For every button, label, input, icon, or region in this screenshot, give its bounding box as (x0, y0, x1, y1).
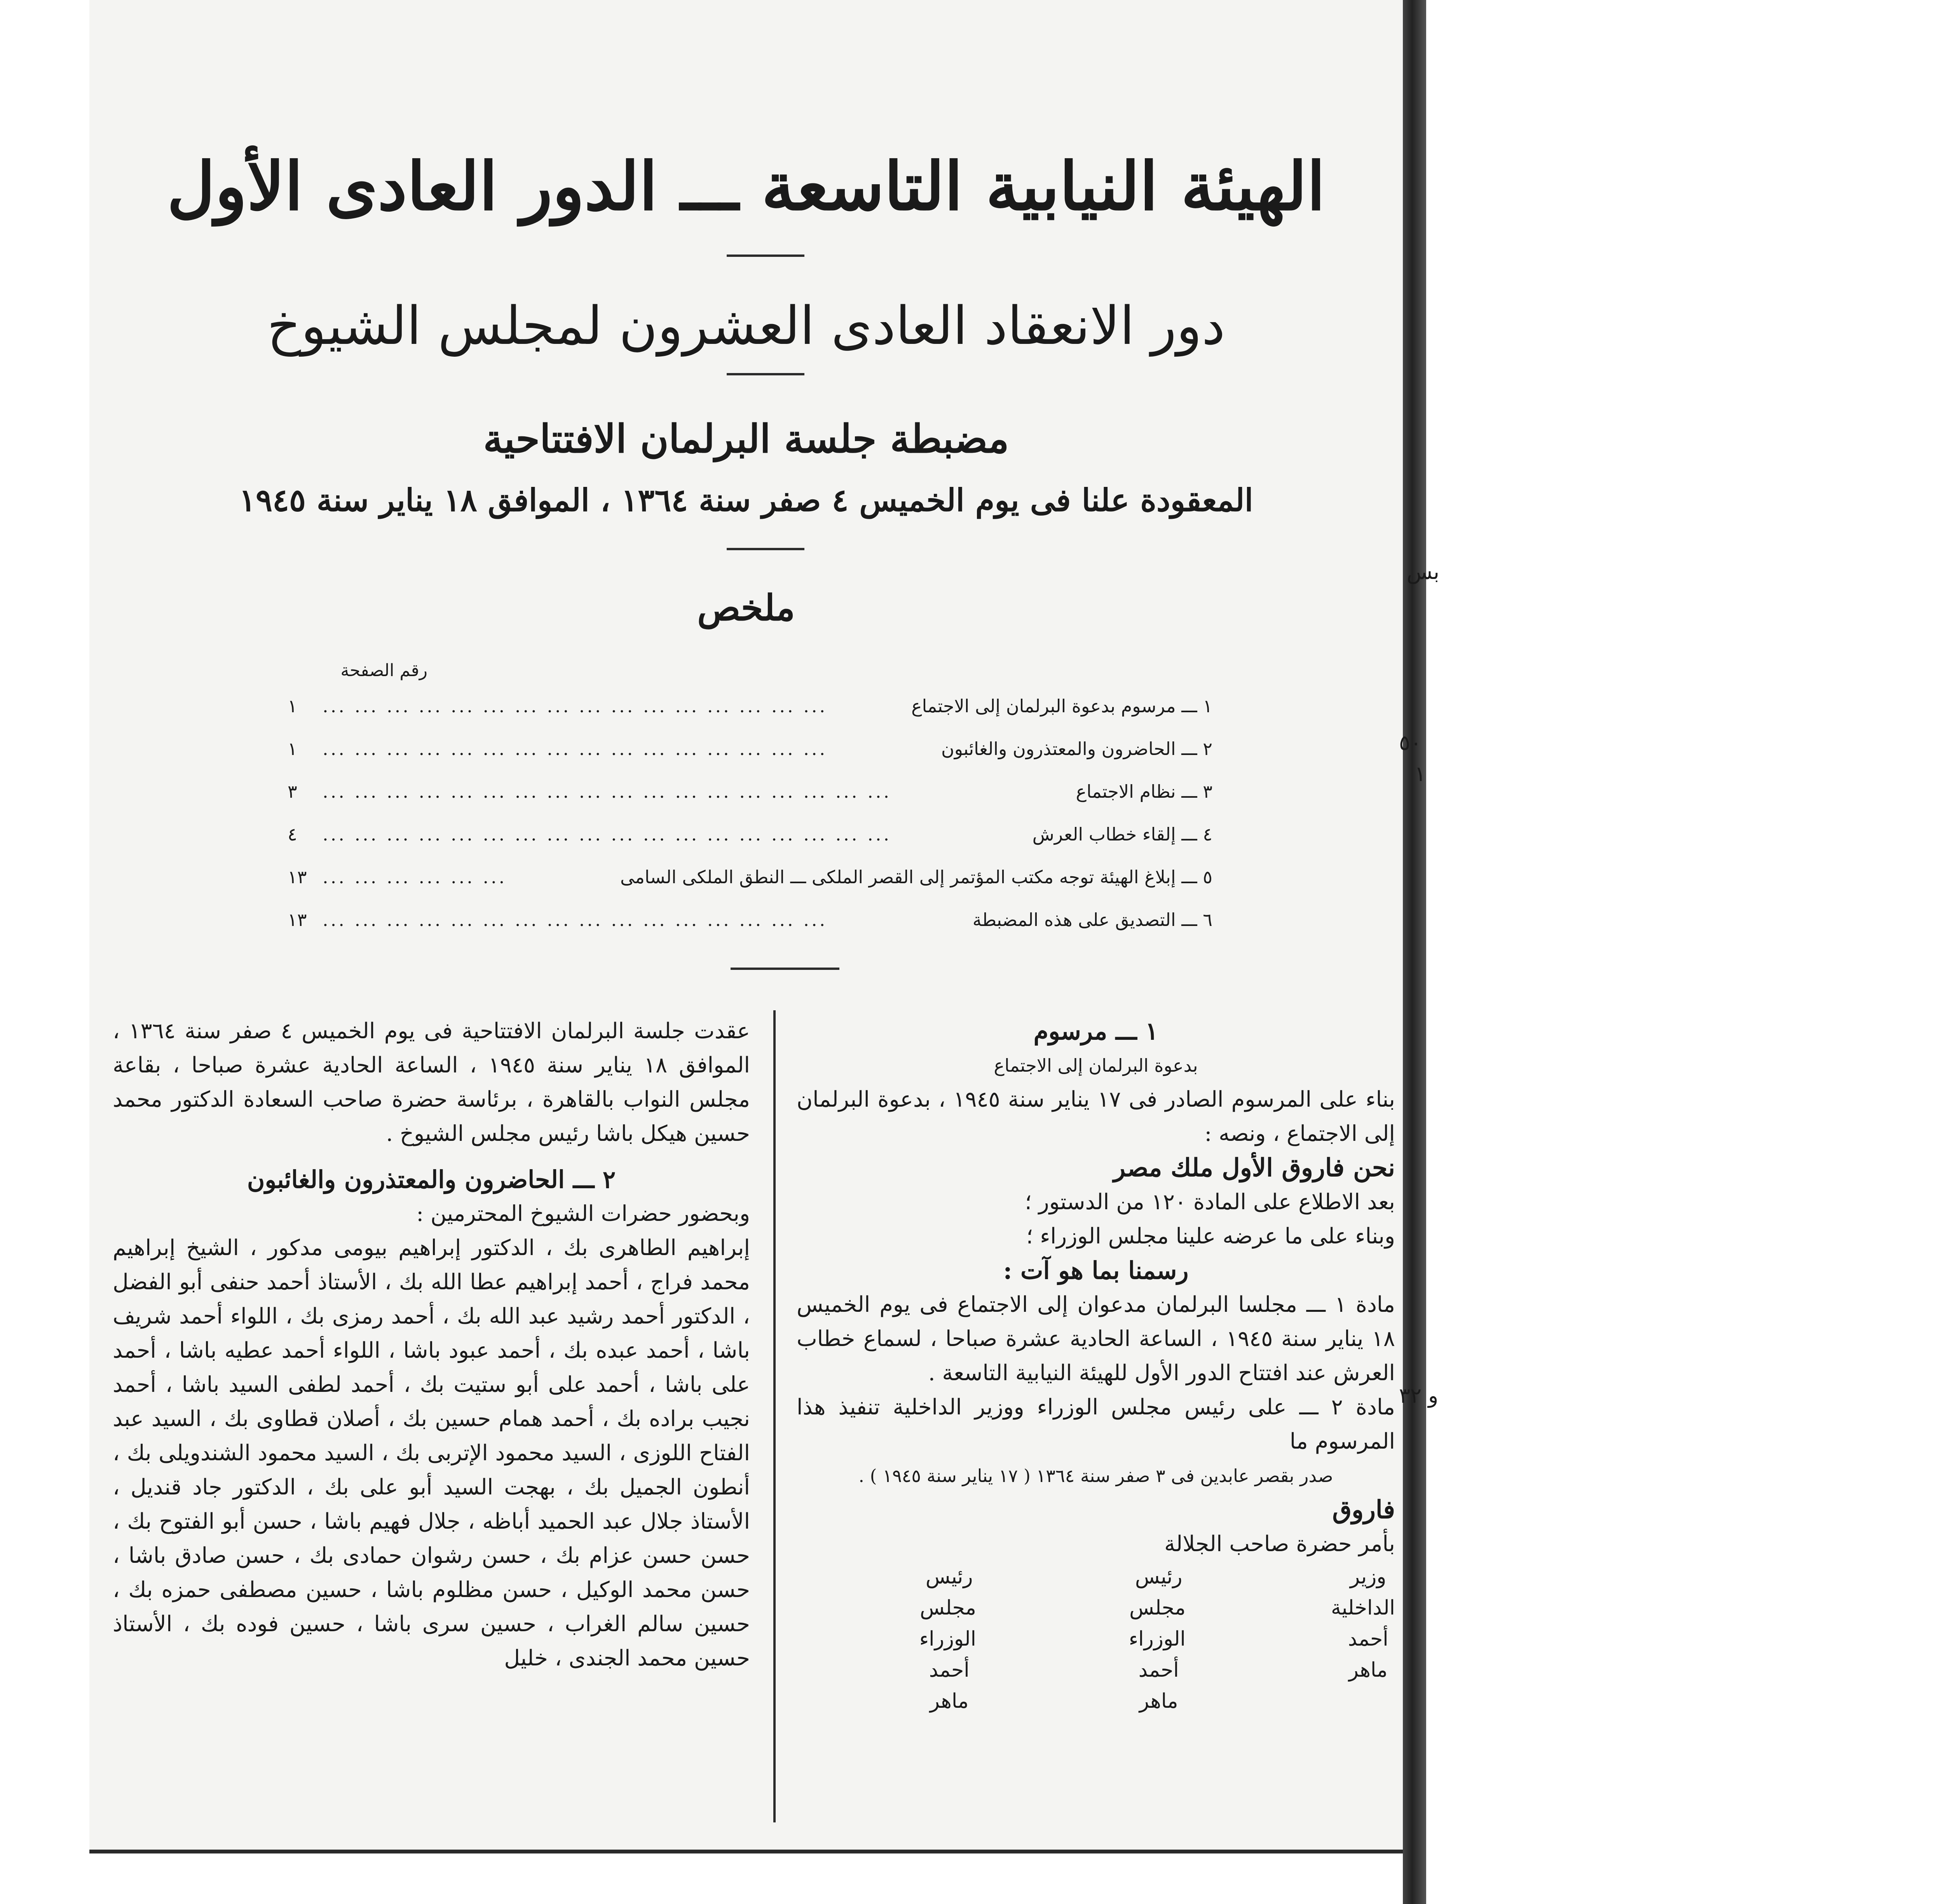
signatory-name: أحمد ماهر (1348, 1627, 1388, 1682)
article-1: مادة ١ ـــ مجلسا البرلمان مدعوان إلى الاجتماع فى يوم الخميس ١٨ يناير سنة ١٩٤٥ ، الساعة الحادية عشرة صباحا ، لسماع خطاب العرش عند افتتاح الدور الأول للهيئة النيابية التاسعة . (797, 1292, 1395, 1386)
toc-page-header: رقم الصفحة (340, 661, 427, 680)
session-opening: عقدت جلسة البرلمان الافتتاحية فى يوم الخميس ٤ صفر سنة ١٣٦٤ ، الموافق ١٨ يناير سنة ١٩٤٥ ، الساعة الحادية عشرة صباحا ، بقاعة مجلس النواب بالقاهرة ، برئاسة حضرة صاحب السعادة الدكتور محمد حسين هيكل باشا رئيس مجلس الشيوخ . (113, 1018, 750, 1146)
toc-divider (731, 968, 839, 970)
session-subtitle: دور الانعقاد العادى العشرون لمجلس الشيوخ (267, 295, 1225, 356)
toc-item-page: ١ (288, 696, 297, 717)
toc-item (288, 781, 1212, 812)
signatory-title: رئيس مجلس الوزراء (1128, 1565, 1186, 1651)
blank-facing-page (1426, 0, 1943, 1904)
toc-item-label: ٢ ـــ الحاضرون والمعتذرون والغائبون (941, 738, 1212, 759)
margin-mark: و ٣٢ (1399, 1383, 1439, 1408)
toc-leader: ... ... ... ... ... ... ... ... ... ... ... ... ... ... ... ... (323, 909, 828, 930)
toc-leader: ... ... ... ... ... ... ... ... ... ... ... ... ... ... ... ... ... ... (323, 781, 892, 802)
article-2: مادة ٢ ـــ على رئيس مجلس الوزراء ووزير الداخلية تنفيذ هذا المرسوم ما (797, 1395, 1395, 1454)
toc-item-page: ٣ (288, 781, 297, 802)
toc-item-label: ٥ ـــ إبلاغ الهيئة توجه مكتب المؤتمر إلى القصر الملكى ـــ النطق الملكى السامى (620, 867, 1212, 887)
toc-item (288, 909, 1212, 940)
signatory-name: أحمد ماهر (1138, 1658, 1179, 1713)
toc-item-label: ٤ ـــ إلقاء خطاب العرش (1032, 824, 1212, 845)
attendance-intro: وبحضور حضرات الشيوخ المحترمين : (416, 1201, 750, 1226)
toc-item (288, 824, 1212, 855)
document-title: الهيئة النيابية التاسعة ـــ الدور العادى الأول (167, 148, 1326, 225)
toc-item-page: ١ (288, 738, 297, 759)
signatory (1006, 1561, 1186, 1717)
signatory (797, 1561, 976, 1717)
decree-subheading: بدعوة البرلمان إلى الاجتماع (994, 1055, 1198, 1076)
session-column (113, 1014, 750, 1676)
recital-1: بعد الاطلاع على المادة ١٢٠ من الدستور ؛ (1025, 1189, 1395, 1215)
signatory-name: أحمد ماهر (929, 1658, 970, 1713)
decree-heading: ١ ـــ مرسوم (1033, 1017, 1158, 1045)
by-order-line: بأمر حضرة صاحب الجلالة (1164, 1531, 1395, 1557)
minutes-title: مضبطة جلسة البرلمان الافتتاحية (483, 416, 1009, 462)
signatory-title: رئيس مجلس الوزراء (919, 1565, 976, 1651)
book-spine (1403, 0, 1426, 1904)
signatories (797, 1561, 1395, 1717)
toc-item-label: ٦ ـــ التصديق على هذه المضبطة (972, 909, 1212, 930)
king-signature: فاروق (1332, 1495, 1395, 1524)
toc-item-label: ١ ـــ مرسوم بدعوة البرلمان إلى الاجتماع (911, 696, 1212, 717)
margin-mark: ٥٠ (1399, 731, 1422, 755)
toc-item-page: ٤ (288, 824, 297, 845)
issued-line: صدر بقصر عابدين فى ٣ صفر سنة ١٣٦٤ ( ١٧ يناير سنة ١٩٤٥ ) . (858, 1465, 1333, 1486)
column-divider (773, 1010, 776, 1822)
decree-intro: بناء على المرسوم الصادر فى ١٧ يناير سنة ١٩٤٥ ، بدعوة البرلمان إلى الاجتماع ، ونصه : (797, 1087, 1395, 1146)
subtitle-divider (727, 373, 804, 375)
decreed-line: رسمنا بما هو آت : (1003, 1256, 1189, 1285)
date-divider (727, 548, 804, 550)
attendee-list: إبراهيم الطاهرى بك ، الدكتور إبراهيم بيومى مدكور ، الشيخ إبراهيم محمد فراج ، أحمد إبراهيم عطا الله بك ، الأستاذ أحمد حنفى أبو الفضل ، الدكتور أحمد رشيد عبد الله بك ، أحمد رمزى بك ، اللواء أحمد شريف باشا ، أحمد عبده بك ، أحمد عبود باشا ، اللواء أحمد عطيه باشا ، أحمد على باشا ، أحمد على أبو ستيت بك ، أحمد لطفى السيد باشا ، أحمد نجيب براده بك ، أحمد همام حسين بك ، أصلان قطاوى بك ، السيد عبد الفتاح اللوزى ، السيد محمود الإتربى بك ، السيد محمود الشندويلى بك ، أنطون الجميل بك ، بهجت السيد أبو على بك ، الدكتور جاد قنديل ، الأستاذ جلال عبد الحميد أباظه ، جلال فهيم باشا ، حسن أبو الفتوح بك ، حسن حسن عزام بك ، حسن رشوان حمادى بك ، حسن صادق باشا ، حسن محمد الوكيل ، حسن مظلوم باشا ، حسين مصطفى حمزه بك ، حسين سالم الغراب ، حسين سرى باشا ، حسين فوده بك ، الأستاذ حسين محمد الجندى ، خليل (113, 1235, 750, 1671)
toc-leader: ... ... ... ... ... ... (323, 867, 507, 887)
toc-leader: ... ... ... ... ... ... ... ... ... ... ... ... ... ... ... ... (323, 696, 828, 717)
decree-column (797, 1014, 1395, 1717)
toc-leader: ... ... ... ... ... ... ... ... ... ... ... ... ... ... ... ... ... ... (323, 824, 892, 845)
toc-item (288, 696, 1212, 727)
toc-item (288, 867, 1212, 898)
signatory-title: وزير الداخلية (1331, 1565, 1395, 1620)
toc-item (288, 738, 1212, 769)
margin-mark: بس (1407, 560, 1439, 584)
toc-item-page: ١٣ (288, 909, 307, 930)
attendance-heading: ٢ ـــ الحاضرون والمعتذرون والغائبون (247, 1165, 616, 1194)
toc-leader: ... ... ... ... ... ... ... ... ... ... ... ... ... ... ... ... (323, 738, 828, 759)
king-line: نحن فاروق الأول ملك مصر (1113, 1153, 1395, 1182)
title-divider (727, 255, 804, 257)
recital-2: وبناء على ما عرضه علينا مجلس الوزراء ؛ (1026, 1224, 1395, 1249)
toc-item-page: ١٣ (288, 867, 307, 887)
signatory (1216, 1561, 1395, 1717)
toc-item-label: ٣ ـــ نظام الاجتماع (1076, 781, 1212, 802)
summary-title: ملخص (697, 587, 795, 629)
session-date: المعقودة علنا فى يوم الخميس ٤ صفر سنة ١٣٦٤ ، الموافق ١٨ يناير سنة ١٩٤٥ (239, 482, 1253, 518)
margin-mark: ١ (1415, 762, 1426, 786)
